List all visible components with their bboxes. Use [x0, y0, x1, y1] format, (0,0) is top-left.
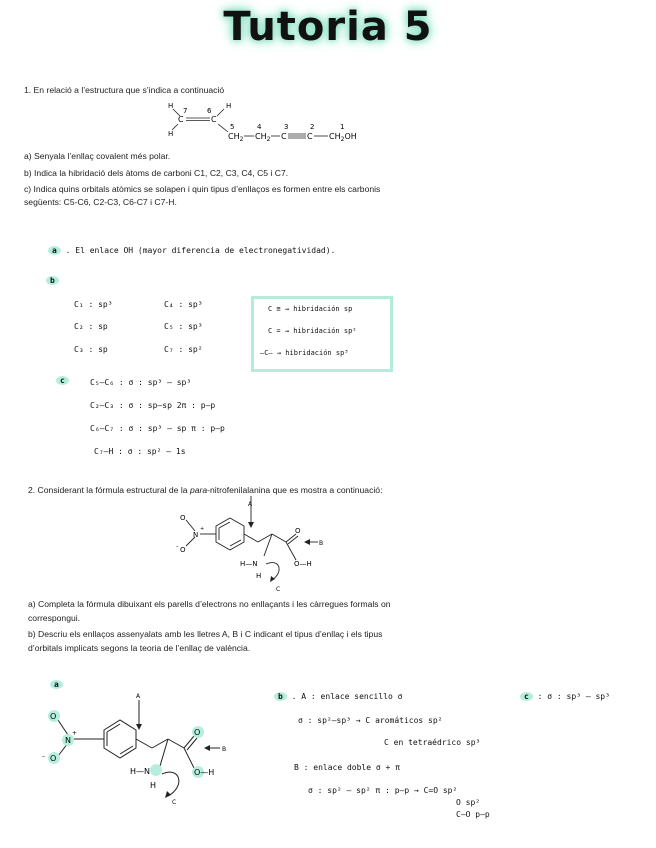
overlap-c6-c7: C₆–C₇ : σ : sp³ – sp π : p–p — [90, 424, 225, 433]
answer-2b-line2: σ : sp²–sp³ → C aromáticos sp² — [298, 716, 443, 725]
question-2b-line1: b) Descriu els enllaços assenyalats amb les lletres A, B i C indicant el tipus d’enllaç i els tipus — [28, 629, 383, 639]
amine-hn: H—N — [240, 560, 258, 568]
atom-c2: C — [307, 132, 313, 141]
nitro-minus: – — [176, 544, 179, 550]
answer-2b-line6: O sp² — [456, 798, 481, 807]
answer-1c-marker-wrap — [56, 376, 69, 385]
atom-h-bottom: H — [168, 130, 174, 138]
label-b: B — [319, 540, 324, 547]
locant-7: 7 — [183, 107, 188, 115]
answer-2c — [520, 692, 610, 701]
label-c: C — [276, 586, 281, 592]
amine-h: H — [256, 572, 262, 580]
question-2-heading: 2. Considerant la fórmula estructural de la para-nitrofenilalanina que es mostra a continuació: — [28, 485, 383, 495]
answer-2c-marker: c — [520, 692, 533, 701]
locant-5: 5 — [230, 123, 235, 131]
completed-amine-h: H — [150, 781, 157, 790]
answer-1a — [48, 246, 335, 255]
atom-c7: C — [178, 115, 184, 124]
locant-3: 3 — [284, 123, 289, 131]
answer-2a-marker: a — [50, 680, 63, 689]
question-1c-line1: c) Indica quins orbitals atòmics se solapen i quin tipus d’enllaços es formen entre els carbonis — [24, 184, 381, 194]
locant-1: 1 — [340, 123, 345, 131]
atom-c3: C — [281, 132, 287, 141]
nitro-plus: + — [200, 526, 205, 532]
hybridization-rules-box — [251, 296, 393, 372]
answer-2b-line7: C–O p–p — [456, 810, 490, 819]
locant-6: 6 — [207, 107, 212, 115]
question-1c-line2: següents: C5-C6, C2-C3, C6-C7 i C7-H. — [24, 197, 177, 207]
structure-1-diagram — [160, 98, 380, 146]
answer-2b-line1 — [274, 692, 402, 701]
completed-nitro-n: N — [65, 736, 71, 745]
nitrophenylalanine-completed-diagram — [40, 690, 250, 810]
hybrid-c7: C₇ : sp² — [164, 345, 203, 354]
completed-label-a: A — [136, 693, 141, 700]
locant-2: 2 — [310, 123, 315, 131]
atom-c4: $CH_2$ — [255, 132, 271, 143]
atom-h-top-left: H — [168, 102, 174, 110]
overlap-c7-h: C₇–H : σ : sp² – 1s — [94, 447, 186, 456]
rule-triple-bond: C ≡ → hibridación sp — [268, 305, 353, 313]
completed-nitro-o-top: O — [50, 712, 57, 721]
question-1a: a) Senyala l’enllaç covalent més polar. — [24, 151, 171, 161]
completed-nitro-o-bottom: O — [50, 754, 57, 763]
question-2a-line1: a) Completa la fórmula dibuixant els parells d’electrons no enllaçants i les càrregues formals on — [28, 599, 391, 609]
hybrid-c3: C₃ : sp — [74, 345, 108, 354]
answer-2b-line3: C en tetraédrico sp³ — [384, 738, 481, 747]
hybrid-c2: C₂ : sp — [74, 322, 108, 331]
question-2a-line2: correspongui. — [28, 613, 81, 623]
hybrid-c5: C₅ : sp³ — [164, 322, 203, 331]
atom-c1: $CH_2OH$ — [329, 132, 357, 143]
atom-c6: C — [211, 115, 217, 124]
answer-2a-marker-wrap — [50, 680, 63, 689]
nitro-o-bottom: O — [180, 546, 186, 554]
answer-1a-text: . El enlace OH (mayor diferencia de electronegatividad). — [65, 246, 336, 255]
hybrid-c4: C₄ : sp³ — [164, 300, 203, 309]
atom-c5: $CH_2$ — [228, 132, 244, 143]
rule-single-bond: –C– → hibridación sp³ — [260, 349, 349, 357]
overlap-c2-c3: C₂–C₃ : σ : sp–sp 2π : p–p — [90, 401, 216, 410]
answer-1a-marker: a — [48, 246, 61, 255]
hybrid-c1: C₁ : sp³ — [74, 300, 113, 309]
question-2b-line2: d’orbitals implicats segons la teoria de l’enllaç de valència. — [28, 643, 251, 653]
locant-4: 4 — [257, 123, 262, 131]
answer-2b-line4: B : enlace doble σ + π — [294, 763, 400, 772]
page-title: Tutoria 5 — [223, 4, 433, 50]
answer-1c-marker: c — [56, 376, 69, 385]
nitro-o-top: O — [180, 514, 186, 522]
completed-amine-hn: H—N — [130, 767, 150, 776]
label-a: A — [248, 501, 253, 508]
hydroxyl-oh: O—H — [294, 560, 312, 568]
answer-2b-line5: σ : sp² – sp² π : p–p → C=O sp² — [308, 786, 458, 795]
nitro-n: N — [193, 531, 199, 539]
completed-hydroxyl-oh: O—H — [194, 768, 215, 777]
atom-h-top-right: H — [226, 102, 232, 110]
completed-nitro-minus: – — [42, 753, 45, 760]
question-1-heading: 1. En relació a l’estructura que s’indica a continuació — [24, 85, 225, 95]
overlap-c5-c6: C₅–C₆ : σ : sp³ – sp³ — [90, 378, 192, 387]
completed-label-c: C — [172, 799, 177, 806]
rule-double-bond: C = → hibridación sp² — [268, 327, 357, 335]
answer-1b-marker: b — [46, 276, 59, 285]
completed-label-b: B — [222, 746, 227, 753]
answer-2b-bond-a: . A : enlace sencillo σ — [291, 692, 403, 701]
nitrophenylalanine-diagram — [160, 496, 340, 592]
answer-2c-text: : σ : sp³ – sp³ — [537, 692, 610, 701]
answer-1b-marker-wrap — [46, 276, 59, 285]
carbonyl-o: O — [295, 527, 301, 535]
completed-nitro-plus: + — [72, 730, 78, 737]
question-1b: b) Indica la hibridació dels àtoms de carboni C1, C2, C3, C4, C5 i C7. — [24, 168, 289, 178]
answer-2b-marker: b — [274, 692, 287, 701]
completed-carbonyl-o: O — [194, 728, 201, 737]
